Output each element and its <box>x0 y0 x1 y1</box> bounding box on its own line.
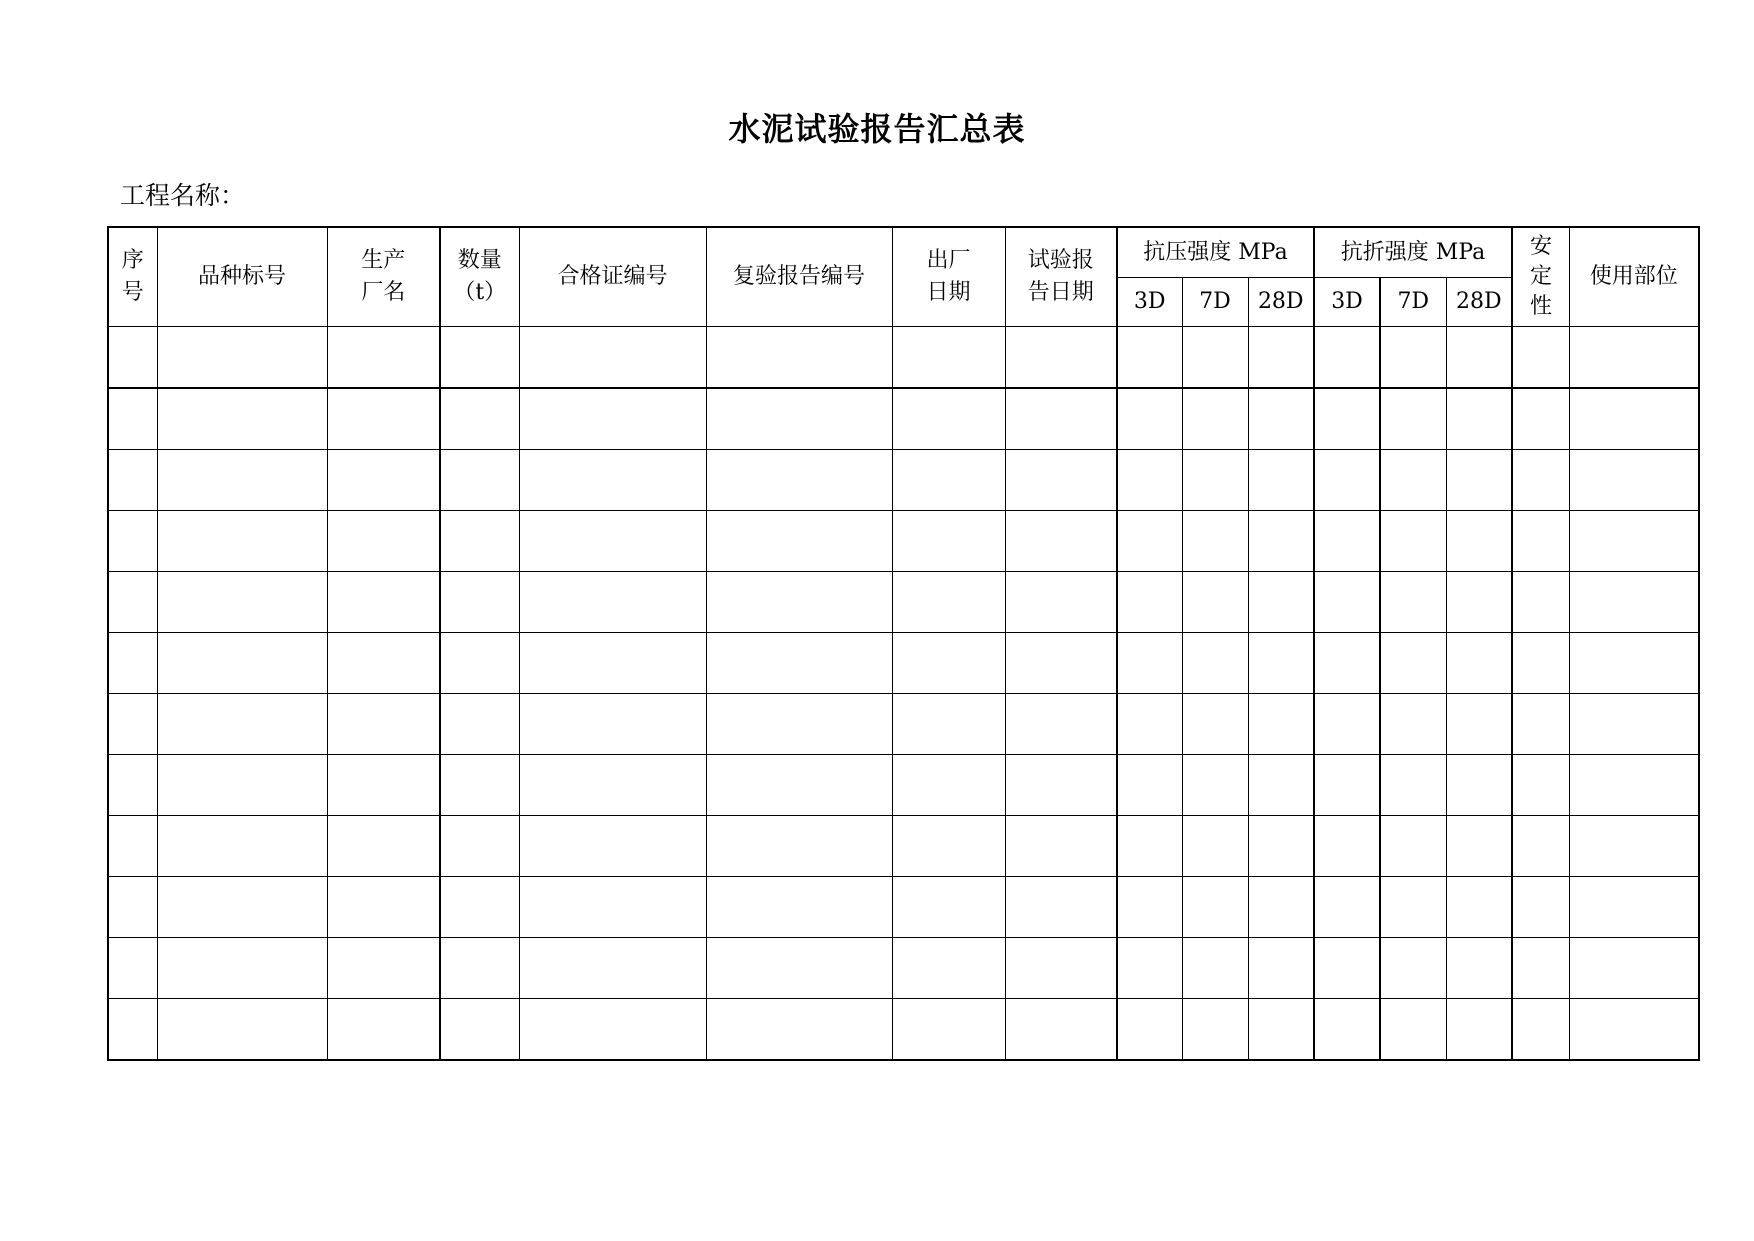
table-cell[interactable] <box>1512 572 1569 633</box>
table-row <box>108 572 1699 633</box>
table-cell[interactable] <box>1182 633 1248 694</box>
table-cell[interactable] <box>327 694 440 755</box>
table-cell[interactable] <box>706 511 892 572</box>
table-cell[interactable] <box>1117 938 1182 999</box>
table-cell[interactable] <box>706 694 892 755</box>
table-cell[interactable] <box>1248 511 1314 572</box>
table-row <box>108 511 1699 572</box>
table-cell[interactable] <box>157 938 327 999</box>
cement-test-summary-table <box>107 226 1700 1061</box>
table-cell[interactable] <box>1446 450 1512 511</box>
table-cell[interactable] <box>1248 938 1314 999</box>
table-cell[interactable] <box>519 999 706 1061</box>
table-cell[interactable] <box>440 999 519 1061</box>
table-cell[interactable] <box>1182 755 1248 816</box>
table-cell[interactable] <box>519 388 706 450</box>
table-cell[interactable] <box>157 694 327 755</box>
table-cell[interactable] <box>108 694 157 755</box>
table-cell[interactable] <box>1117 327 1182 389</box>
table-cell[interactable] <box>440 755 519 816</box>
table-cell[interactable] <box>892 511 1005 572</box>
table-cell[interactable] <box>892 755 1005 816</box>
table-cell[interactable] <box>1005 938 1117 999</box>
table-cell[interactable] <box>1446 877 1512 938</box>
table-cell[interactable] <box>1005 450 1117 511</box>
table-row <box>108 999 1699 1061</box>
table-cell[interactable] <box>1512 633 1569 694</box>
table-cell[interactable] <box>1446 999 1512 1061</box>
header-manufacturer: 生产厂名 <box>327 227 440 327</box>
header-soundness: 安定性 <box>1512 227 1569 327</box>
table-cell[interactable] <box>1117 450 1182 511</box>
table-cell[interactable] <box>108 388 157 450</box>
table-cell[interactable] <box>1248 450 1314 511</box>
table-cell[interactable] <box>1512 511 1569 572</box>
table-row <box>108 877 1699 938</box>
table-cell[interactable] <box>1117 877 1182 938</box>
table-cell[interactable] <box>157 633 327 694</box>
table-cell[interactable] <box>1569 755 1699 816</box>
table-cell[interactable] <box>1005 694 1117 755</box>
table-cell[interactable] <box>327 450 440 511</box>
table-row <box>108 816 1699 877</box>
table-cell[interactable] <box>1380 511 1446 572</box>
table-cell[interactable] <box>1314 450 1380 511</box>
table-cell[interactable] <box>327 327 440 389</box>
table-cell[interactable] <box>892 816 1005 877</box>
header-retest-report-no: 复验报告编号 <box>706 227 892 327</box>
table-cell[interactable] <box>1512 816 1569 877</box>
table-cell[interactable] <box>1182 450 1248 511</box>
table-cell[interactable] <box>1512 755 1569 816</box>
table-cell[interactable] <box>1380 327 1446 389</box>
table-cell[interactable] <box>1182 327 1248 389</box>
header-compressive-3d: 3D <box>1117 278 1182 327</box>
table-cell[interactable] <box>519 450 706 511</box>
table-body <box>108 327 1699 1061</box>
table-row <box>108 450 1699 511</box>
table-cell[interactable] <box>108 999 157 1061</box>
table-cell[interactable] <box>1005 816 1117 877</box>
table-cell[interactable] <box>157 388 327 450</box>
table-cell[interactable] <box>108 511 157 572</box>
document-title: 水泥试验报告汇总表 <box>728 110 1026 148</box>
table-cell[interactable] <box>1569 999 1699 1061</box>
table-cell[interactable] <box>892 633 1005 694</box>
table-cell[interactable] <box>1117 388 1182 450</box>
table-cell[interactable] <box>440 572 519 633</box>
table-cell[interactable] <box>157 450 327 511</box>
table-cell[interactable] <box>157 816 327 877</box>
table-cell[interactable] <box>157 877 327 938</box>
table-cell[interactable] <box>1182 388 1248 450</box>
table-cell[interactable] <box>1248 877 1314 938</box>
table-cell[interactable] <box>1446 755 1512 816</box>
table-cell[interactable] <box>1117 755 1182 816</box>
header-variety: 品种标号 <box>157 227 327 327</box>
table-cell[interactable] <box>519 877 706 938</box>
table-cell[interactable] <box>327 633 440 694</box>
table-cell[interactable] <box>1314 327 1380 389</box>
table-cell[interactable] <box>1117 572 1182 633</box>
table-cell[interactable] <box>1569 938 1699 999</box>
table-cell[interactable] <box>892 450 1005 511</box>
table-cell[interactable] <box>1314 511 1380 572</box>
header-test-report-date: 试验报告日期 <box>1005 227 1117 327</box>
table-cell[interactable] <box>1248 633 1314 694</box>
table-cell[interactable] <box>108 877 157 938</box>
table-cell[interactable] <box>108 450 157 511</box>
table-cell[interactable] <box>1380 816 1446 877</box>
table-cell[interactable] <box>1248 572 1314 633</box>
table-cell[interactable] <box>519 572 706 633</box>
table-cell[interactable] <box>706 633 892 694</box>
table-cell[interactable] <box>1380 999 1446 1061</box>
table-cell[interactable] <box>519 755 706 816</box>
table-cell[interactable] <box>1005 999 1117 1061</box>
table-cell[interactable] <box>1569 877 1699 938</box>
table-cell[interactable] <box>108 816 157 877</box>
table-cell[interactable] <box>1182 938 1248 999</box>
table-cell[interactable] <box>1512 877 1569 938</box>
table-cell[interactable] <box>440 633 519 694</box>
table-cell[interactable] <box>1005 755 1117 816</box>
table-cell[interactable] <box>327 511 440 572</box>
table-cell[interactable] <box>706 327 892 389</box>
table-cell[interactable] <box>519 327 706 389</box>
project-name-label: 工程名称： <box>120 181 246 210</box>
table-cell[interactable] <box>1248 755 1314 816</box>
table-cell[interactable] <box>1182 511 1248 572</box>
table-cell[interactable] <box>1117 816 1182 877</box>
table-cell[interactable] <box>327 938 440 999</box>
table-cell[interactable] <box>1569 450 1699 511</box>
table-cell[interactable] <box>706 938 892 999</box>
table-cell[interactable] <box>1512 694 1569 755</box>
table-cell[interactable] <box>157 999 327 1061</box>
header-quantity: 数量（t） <box>440 227 519 327</box>
table-cell[interactable] <box>1314 877 1380 938</box>
table-row <box>108 633 1699 694</box>
table-cell[interactable] <box>1512 388 1569 450</box>
table-cell[interactable] <box>1182 816 1248 877</box>
table-cell[interactable] <box>108 327 157 389</box>
header-certificate-no: 合格证编号 <box>519 227 706 327</box>
table-cell[interactable] <box>1005 877 1117 938</box>
table-row <box>108 938 1699 999</box>
table-cell[interactable] <box>1380 572 1446 633</box>
header-flexural-7d: 7D <box>1380 278 1446 327</box>
table-cell[interactable] <box>1569 511 1699 572</box>
table-cell[interactable] <box>706 877 892 938</box>
table-cell[interactable] <box>1380 388 1446 450</box>
table-cell[interactable] <box>108 572 157 633</box>
table-cell[interactable] <box>1248 816 1314 877</box>
table-cell[interactable] <box>1512 938 1569 999</box>
table-cell[interactable] <box>1446 694 1512 755</box>
table-cell[interactable] <box>440 511 519 572</box>
table-cell[interactable] <box>440 694 519 755</box>
table-cell[interactable] <box>1005 511 1117 572</box>
header-usage-location: 使用部位 <box>1569 227 1699 327</box>
table-cell[interactable] <box>1569 694 1699 755</box>
table-cell[interactable] <box>1446 327 1512 389</box>
table-cell[interactable] <box>1380 755 1446 816</box>
table-cell[interactable] <box>1182 999 1248 1061</box>
table-cell[interactable] <box>108 938 157 999</box>
table-cell[interactable] <box>706 388 892 450</box>
table-cell[interactable] <box>892 938 1005 999</box>
table-cell[interactable] <box>706 450 892 511</box>
header-seq: 序号 <box>108 227 157 327</box>
table-cell[interactable] <box>327 999 440 1061</box>
table-cell[interactable] <box>1569 816 1699 877</box>
table-cell[interactable] <box>1446 938 1512 999</box>
table-cell[interactable] <box>440 450 519 511</box>
table-row <box>108 388 1699 450</box>
table-cell[interactable] <box>1512 450 1569 511</box>
table-cell[interactable] <box>440 327 519 389</box>
table-cell[interactable] <box>519 694 706 755</box>
table-cell[interactable] <box>1380 694 1446 755</box>
table-cell[interactable] <box>706 572 892 633</box>
table-cell[interactable] <box>327 755 440 816</box>
table-cell[interactable] <box>440 816 519 877</box>
table-cell[interactable] <box>1248 694 1314 755</box>
table-cell[interactable] <box>1005 572 1117 633</box>
table-cell[interactable] <box>1380 633 1446 694</box>
table-cell[interactable] <box>706 999 892 1061</box>
header-flexural-28d: 28D <box>1446 278 1512 327</box>
table-cell[interactable] <box>327 572 440 633</box>
table-row <box>108 755 1699 816</box>
header-factory-date: 出厂日期 <box>892 227 1005 327</box>
table-cell[interactable] <box>327 816 440 877</box>
table-cell[interactable] <box>1117 694 1182 755</box>
table-cell[interactable] <box>892 388 1005 450</box>
table-cell[interactable] <box>1380 938 1446 999</box>
table-cell[interactable] <box>1248 327 1314 389</box>
table-cell[interactable] <box>157 327 327 389</box>
table-cell[interactable] <box>1569 327 1699 389</box>
table-cell[interactable] <box>1182 877 1248 938</box>
table-row <box>108 327 1699 389</box>
table-cell[interactable] <box>519 633 706 694</box>
table-cell[interactable] <box>519 511 706 572</box>
table-cell[interactable] <box>1569 633 1699 694</box>
table-cell[interactable] <box>1117 511 1182 572</box>
table-cell[interactable] <box>1314 755 1380 816</box>
table-cell[interactable] <box>1005 388 1117 450</box>
table-cell[interactable] <box>1117 633 1182 694</box>
header-compressive-7d: 7D <box>1182 278 1248 327</box>
table-cell[interactable] <box>1314 816 1380 877</box>
table-cell[interactable] <box>1005 327 1117 389</box>
table-cell[interactable] <box>1512 999 1569 1061</box>
table-cell[interactable] <box>706 755 892 816</box>
table-cell[interactable] <box>157 572 327 633</box>
table-cell[interactable] <box>1314 938 1380 999</box>
table-cell[interactable] <box>1569 572 1699 633</box>
table-cell[interactable] <box>1314 694 1380 755</box>
table-cell[interactable] <box>1248 999 1314 1061</box>
table-cell[interactable] <box>108 755 157 816</box>
table-cell[interactable] <box>892 877 1005 938</box>
table-cell[interactable] <box>327 877 440 938</box>
table-cell[interactable] <box>1446 572 1512 633</box>
table-cell[interactable] <box>440 877 519 938</box>
table-cell[interactable] <box>1314 999 1380 1061</box>
header-compressive-strength: 抗压强度 MPa <box>1117 227 1314 278</box>
table-cell[interactable] <box>327 388 440 450</box>
table-cell[interactable] <box>157 755 327 816</box>
table-cell[interactable] <box>1314 572 1380 633</box>
table-cell[interactable] <box>1446 388 1512 450</box>
table-cell[interactable] <box>1182 572 1248 633</box>
table-cell[interactable] <box>1314 388 1380 450</box>
table-cell[interactable] <box>892 999 1005 1061</box>
table-cell[interactable] <box>440 388 519 450</box>
table-cell[interactable] <box>1446 511 1512 572</box>
table-cell[interactable] <box>1248 388 1314 450</box>
table-cell[interactable] <box>1005 633 1117 694</box>
table-cell[interactable] <box>108 633 157 694</box>
header-compressive-28d: 28D <box>1248 278 1314 327</box>
table-cell[interactable] <box>1182 694 1248 755</box>
table-cell[interactable] <box>519 938 706 999</box>
table-cell[interactable] <box>892 572 1005 633</box>
table-cell[interactable] <box>157 511 327 572</box>
table-cell[interactable] <box>1446 816 1512 877</box>
table-cell[interactable] <box>1117 999 1182 1061</box>
table-cell[interactable] <box>892 327 1005 389</box>
table-cell[interactable] <box>1446 633 1512 694</box>
table-cell[interactable] <box>1512 327 1569 389</box>
table-cell[interactable] <box>1380 450 1446 511</box>
table-cell[interactable] <box>1569 388 1699 450</box>
header-row <box>108 227 1699 278</box>
table-row <box>108 694 1699 755</box>
table-cell[interactable] <box>892 694 1005 755</box>
table-cell[interactable] <box>440 938 519 999</box>
table-cell[interactable] <box>706 816 892 877</box>
table-cell[interactable] <box>1380 877 1446 938</box>
table-cell[interactable] <box>519 816 706 877</box>
header-flexural-strength: 抗折强度 MPa <box>1314 227 1512 278</box>
table-cell[interactable] <box>1314 633 1380 694</box>
header-flexural-3d: 3D <box>1314 278 1380 327</box>
